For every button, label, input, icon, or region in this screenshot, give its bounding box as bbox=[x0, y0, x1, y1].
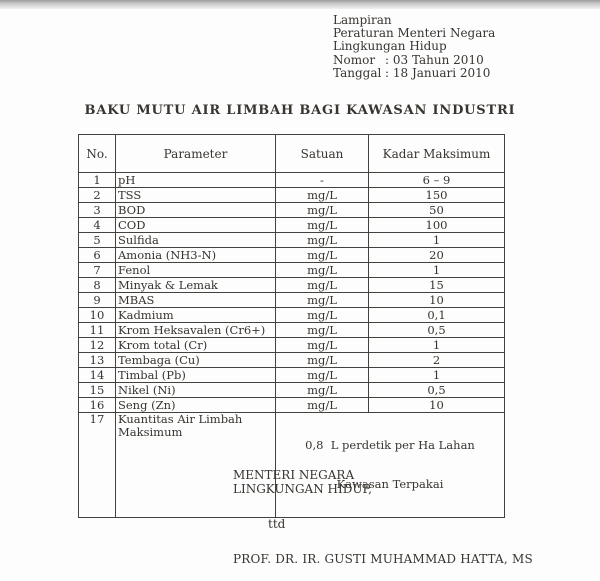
cell-parameter: Minyak & Lemak bbox=[116, 278, 276, 293]
cell-satuan: - bbox=[276, 173, 369, 188]
lampiran-header bbox=[333, 14, 495, 80]
cell-satuan: mg/L bbox=[276, 353, 369, 368]
cell-satuan: mg/L bbox=[276, 218, 369, 233]
cell-satuan: mg/L bbox=[276, 278, 369, 293]
cell-no: 5 bbox=[79, 233, 116, 248]
nomor-label: Nomor bbox=[333, 52, 376, 67]
cell-kadar: 50 bbox=[369, 203, 505, 218]
cell-parameter: Kadmium bbox=[116, 308, 276, 323]
table-row bbox=[79, 383, 505, 398]
cell-kadar: 10 bbox=[369, 293, 505, 308]
tanggal-value: : 18 Januari 2010 bbox=[385, 65, 491, 80]
page-title: BAKU MUTU AIR LIMBAH BAGI KAWASAN INDUSTRI bbox=[84, 103, 516, 118]
parameter-line-2: Maksimum bbox=[118, 425, 183, 439]
cell-no: 13 bbox=[79, 353, 116, 368]
cell-parameter: TSS bbox=[116, 188, 276, 203]
cell-parameter: Krom Heksavalen (Cr6+) bbox=[116, 323, 276, 338]
column-header-parameter: Parameter bbox=[116, 135, 276, 173]
tanggal-field bbox=[333, 67, 495, 80]
table-head bbox=[79, 135, 505, 173]
cell-kadar: 150 bbox=[369, 188, 505, 203]
cell-no: 3 bbox=[79, 203, 116, 218]
cell-parameter: pH bbox=[116, 173, 276, 188]
cell-parameter: Amonia (NH3-N) bbox=[116, 248, 276, 263]
cell-no: 7 bbox=[79, 263, 116, 278]
table-row bbox=[79, 248, 505, 263]
regulation-line: Peraturan Menteri Negara bbox=[333, 26, 496, 41]
table-footer-body bbox=[79, 413, 505, 518]
cell-satuan: mg/L bbox=[276, 308, 369, 323]
parameter-line-1: Kuantitas Air Limbah bbox=[118, 412, 243, 426]
table-row bbox=[79, 398, 505, 413]
cell-satuan: mg/L bbox=[276, 188, 369, 203]
cell-parameter: Fenol bbox=[116, 263, 276, 278]
cell-parameter: Tembaga (Cu) bbox=[116, 353, 276, 368]
cell-no: 9 bbox=[79, 293, 116, 308]
table-row bbox=[79, 218, 505, 233]
lampiran-line: Lampiran bbox=[333, 13, 392, 27]
cell-kadar: 15 bbox=[369, 278, 505, 293]
table-row bbox=[79, 338, 505, 353]
table-row bbox=[79, 368, 505, 383]
cell-merged-value bbox=[276, 413, 505, 518]
cell-parameter: Seng (Zn) bbox=[116, 398, 276, 413]
cell-no: 11 bbox=[79, 323, 116, 338]
signatory-title-line-2: LINGKUNGAN HIDUP, bbox=[233, 482, 372, 496]
cell-kadar: 1 bbox=[369, 263, 505, 278]
table-row bbox=[79, 173, 505, 188]
cell-kadar: 0,1 bbox=[369, 308, 505, 323]
cell-satuan: mg/L bbox=[276, 233, 369, 248]
cell-no: 16 bbox=[79, 398, 116, 413]
cell-satuan: mg/L bbox=[276, 398, 369, 413]
cell-satuan: mg/L bbox=[276, 263, 369, 278]
cell-kadar: 1 bbox=[369, 338, 505, 353]
column-header-kadar: Kadar Maksimum bbox=[369, 135, 505, 173]
cell-kadar: 20 bbox=[369, 248, 505, 263]
cell-parameter: COD bbox=[116, 218, 276, 233]
tanggal-label: Tanggal bbox=[333, 65, 382, 80]
value-line-1: 0,8 L perdetik per Ha Lahan bbox=[305, 438, 475, 452]
nomor-value: : 03 Tahun 2010 bbox=[385, 52, 484, 67]
table-row bbox=[79, 308, 505, 323]
table-row bbox=[79, 278, 505, 293]
cell-kadar: 2 bbox=[369, 353, 505, 368]
cell-no: 4 bbox=[79, 218, 116, 233]
cell-parameter: Krom total (Cr) bbox=[116, 338, 276, 353]
cell-parameter: Timbal (Pb) bbox=[116, 368, 276, 383]
signatory-name: PROF. DR. IR. GUSTI MUHAMMAD HATTA, MS bbox=[233, 552, 533, 566]
cell-parameter: MBAS bbox=[116, 293, 276, 308]
cell-kadar: 6 – 9 bbox=[369, 173, 505, 188]
cell-satuan: mg/L bbox=[276, 323, 369, 338]
cell-no: 10 bbox=[79, 308, 116, 323]
cell-satuan: mg/L bbox=[276, 383, 369, 398]
cell-kadar: 100 bbox=[369, 218, 505, 233]
cell-no: 14 bbox=[79, 368, 116, 383]
cell-parameter bbox=[116, 413, 276, 518]
header-row bbox=[79, 135, 505, 173]
ttd-label: ttd bbox=[268, 517, 286, 531]
cell-parameter: Sulfida bbox=[116, 233, 276, 248]
table-row bbox=[79, 323, 505, 338]
scan-edge-bar bbox=[0, 0, 600, 9]
table-row bbox=[79, 263, 505, 278]
cell-satuan: mg/L bbox=[276, 248, 369, 263]
cell-satuan: mg/L bbox=[276, 203, 369, 218]
ministry-line: Lingkungan Hidup bbox=[333, 39, 447, 54]
cell-no: 17 bbox=[79, 413, 116, 518]
cell-satuan: mg/L bbox=[276, 293, 369, 308]
table-row bbox=[79, 188, 505, 203]
signatory-title-line-1: MENTERI NEGARA bbox=[233, 468, 355, 482]
cell-kadar: 0,5 bbox=[369, 383, 505, 398]
cell-no: 2 bbox=[79, 188, 116, 203]
cell-no: 12 bbox=[79, 338, 116, 353]
cell-parameter: Nikel (Ni) bbox=[116, 383, 276, 398]
value-line-2: Kawasan Terpakai bbox=[336, 477, 444, 491]
cell-kadar: 1 bbox=[369, 233, 505, 248]
cell-no: 1 bbox=[79, 173, 116, 188]
cell-kadar: 0,5 bbox=[369, 323, 505, 338]
cell-no: 8 bbox=[79, 278, 116, 293]
signature-block bbox=[233, 468, 372, 496]
cell-kadar: 10 bbox=[369, 398, 505, 413]
column-header-no: No. bbox=[79, 135, 116, 173]
cell-no: 6 bbox=[79, 248, 116, 263]
table-row bbox=[79, 203, 505, 218]
table-row-quantity bbox=[79, 413, 505, 518]
table-row bbox=[79, 353, 505, 368]
column-header-satuan: Satuan bbox=[276, 135, 369, 173]
cell-satuan: mg/L bbox=[276, 368, 369, 383]
cell-no: 15 bbox=[79, 383, 116, 398]
table-row bbox=[79, 293, 505, 308]
cell-satuan: mg/L bbox=[276, 338, 369, 353]
cell-parameter: BOD bbox=[116, 203, 276, 218]
table-row bbox=[79, 233, 505, 248]
cell-kadar: 1 bbox=[369, 368, 505, 383]
table-body bbox=[79, 173, 505, 413]
standards-table bbox=[78, 134, 505, 518]
